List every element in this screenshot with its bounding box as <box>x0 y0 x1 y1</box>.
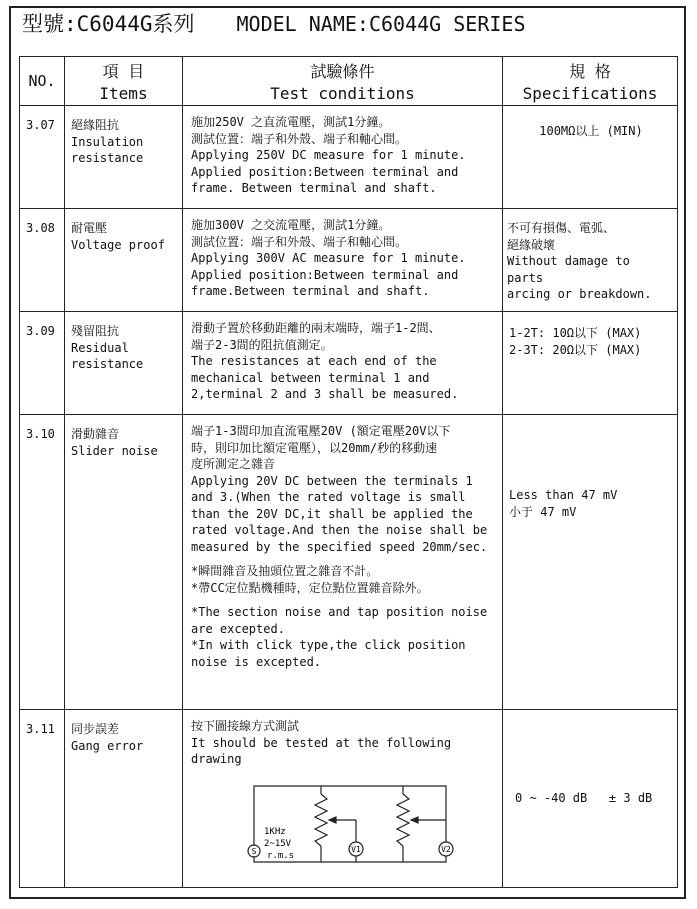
spec-line: arcing or breakdown. <box>507 287 652 301</box>
cond-line: *In with click type,the click position <box>191 638 466 652</box>
wiper-1-arrow-icon <box>329 817 336 823</box>
cond-line: than the 20V DC,it shall be applied the <box>191 506 473 521</box>
row-spec <box>503 209 678 312</box>
col-conditions <box>183 57 503 106</box>
item-cn: 耐電壓 <box>71 221 108 235</box>
meter-v2-label: V2 <box>441 844 451 854</box>
page-header <box>22 8 526 38</box>
item-en: Gang error <box>71 738 144 753</box>
row-item <box>65 710 183 888</box>
table-row <box>20 415 678 710</box>
col-items-en: Items <box>99 84 148 103</box>
col-cond-en: Test conditions <box>270 84 415 103</box>
spec-line: 不可有損傷、電弧、 <box>507 221 616 235</box>
cond-line: Applying 250V DC measure for 1 minute. <box>191 148 466 162</box>
cond-line: mechanical between terminal 1 and <box>191 370 430 385</box>
item-cn: 同步誤差 <box>71 722 120 736</box>
cond-line: 按下圖接線方式測試 <box>191 719 300 733</box>
spec-line: 100MΩ以上 (MIN) <box>539 124 643 138</box>
item-cn: 絕緣阻抗 <box>71 118 120 132</box>
item-en: Residual <box>71 340 129 355</box>
cond-line: rated voltage.And then the noise shall be <box>191 523 488 537</box>
row-item <box>65 106 183 209</box>
row-no: 3.07 <box>20 106 65 209</box>
row-no: 3.11 <box>20 710 65 888</box>
gang-error-circuit-diagram <box>191 772 491 872</box>
source-frequency: 1KHz <box>264 826 286 837</box>
row-conditions <box>183 209 503 312</box>
resistor-2-icon <box>397 794 409 846</box>
cond-line: frame.Between terminal and shaft. <box>191 284 430 298</box>
spec-line: Less than 47 mV <box>509 488 618 502</box>
cond-line: It should be tested at the following <box>191 735 452 750</box>
row-no: 3.08 <box>20 209 65 312</box>
cond-line: 滑動子置於移動距離的兩末端時，端子1-2間、 <box>191 321 441 335</box>
item-en: Voltage proof <box>71 237 165 252</box>
source-symbol: S <box>251 846 257 856</box>
item-en: Insulation <box>71 134 144 149</box>
wiper-2-arrow-icon <box>411 817 418 823</box>
source-unit: r.m.s <box>267 850 295 861</box>
cond-line: 端子2-3間的阻抗值測定。 <box>191 337 333 352</box>
cond-line: Applying 20V DC between the terminals 1 <box>191 473 473 488</box>
cond-line: 2,terminal 2 and 3 shall be measured. <box>191 387 459 401</box>
item-en: resistance <box>71 151 144 165</box>
cond-line: measured by the specified speed 20mm/sec. <box>191 539 488 554</box>
cond-line: drawing <box>191 752 242 766</box>
row-conditions <box>183 106 503 209</box>
item-en: resistance <box>71 357 144 371</box>
cond-line: 度所測定之雜音 <box>191 457 276 471</box>
cond-line: and 3.(When the rated voltage is small <box>191 490 466 504</box>
row-conditions <box>183 312 503 415</box>
col-cond-cn: 試驗條件 <box>310 62 375 81</box>
title-cn: 型號:C6044G系列 <box>22 12 195 36</box>
item-cn: 滑動雜音 <box>71 427 120 441</box>
spec-line: 絕緣破壞 <box>507 237 556 252</box>
col-specifications <box>503 57 678 106</box>
spec-line: 小于 47 mV <box>509 504 577 519</box>
row-conditions <box>183 710 503 888</box>
col-items-cn: 項 目 <box>102 62 145 81</box>
col-no: NO. <box>20 57 65 106</box>
cond-line: are excepted. <box>191 621 285 636</box>
row-spec <box>503 106 678 209</box>
spec-table <box>19 56 678 888</box>
cond-line: *瞬間雜音及抽頭位置之雜音不計。 <box>191 564 379 578</box>
item-en: Slider noise <box>71 443 158 458</box>
table-row <box>20 106 678 209</box>
cond-line: *The section noise and tap position noise <box>191 605 488 619</box>
cond-line: *帶CC定位點機種時，定位點位置雜音除外。 <box>191 580 429 595</box>
row-conditions <box>183 415 503 710</box>
cond-line: 施加300V 之交流電壓，測試1分鐘。 <box>191 218 391 232</box>
table-row <box>20 209 678 312</box>
item-cn: 殘留阻抗 <box>71 324 120 338</box>
spec-line: Without damage to parts <box>507 254 630 285</box>
table-row <box>20 710 678 888</box>
source-voltage: 2~15V <box>264 838 292 849</box>
row-item <box>65 415 183 710</box>
col-spec-en: Specifications <box>522 84 658 103</box>
spec-line: 2-3T: 20Ω以下 (MAX) <box>509 342 642 357</box>
cond-line: 施加250V 之直流電壓，測試1分鐘。 <box>191 115 391 129</box>
row-spec <box>503 710 678 888</box>
cond-line: Applied position:Between terminal and <box>191 164 459 179</box>
row-item <box>65 209 183 312</box>
table-row <box>20 312 678 415</box>
row-no: 3.10 <box>20 415 65 710</box>
meter-v1-label: V1 <box>351 844 361 854</box>
cond-line: Applying 300V AC measure for 1 minute. <box>191 251 466 265</box>
cond-line: 測試位置：端子和外殼、端子和軸心間。 <box>191 234 408 249</box>
row-item <box>65 312 183 415</box>
cond-line: noise is excepted. <box>191 654 322 669</box>
col-spec-cn: 規 格 <box>569 62 611 81</box>
spec-line: 0 ~ -40 dB ± 3 dB <box>515 791 653 806</box>
cond-line: 測試位置：端子和外殼、端子和軸心間。 <box>191 131 408 146</box>
cond-line: 時，則印加比額定電壓），以20mm/秒的移動速 <box>191 440 438 455</box>
cond-line: Applied position:Between terminal and <box>191 267 459 282</box>
spec-line: 1-2T: 10Ω以下 (MAX) <box>509 326 642 340</box>
row-no: 3.09 <box>20 312 65 415</box>
resistor-1-icon <box>315 794 327 846</box>
title-en: MODEL NAME:C6044G SERIES <box>236 12 526 36</box>
col-items <box>65 57 183 106</box>
cond-line: frame. Between terminal and shaft. <box>191 181 437 195</box>
cond-line: The resistances at each end of the <box>191 354 437 368</box>
cond-line: 端子1-3間印加直流電壓20V (額定電壓20V以下 <box>191 424 451 438</box>
table-header-row <box>20 57 678 106</box>
row-spec <box>503 312 678 415</box>
row-spec <box>503 415 678 710</box>
